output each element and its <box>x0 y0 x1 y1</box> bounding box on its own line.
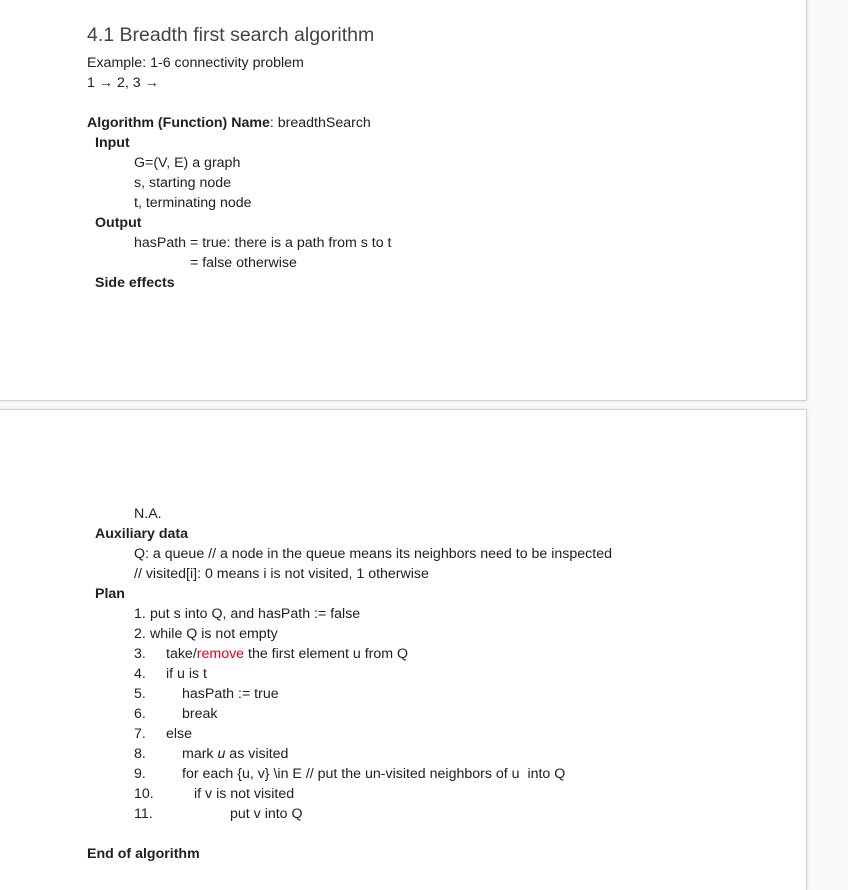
plan-step-number: 10. <box>134 786 154 802</box>
plan-step-text: while Q is not empty <box>150 626 278 642</box>
input-line: s, starting node <box>134 175 232 191</box>
plan-step-text: else <box>166 726 193 742</box>
plan-step-number: 6. <box>134 706 146 722</box>
plan-step-text-part: the first element u from Q <box>244 646 409 662</box>
output-line: = false otherwise <box>190 255 297 271</box>
plan-step-text <box>166 644 408 664</box>
plan-step-text: put v into Q <box>230 806 303 822</box>
plan-step-number: 1. <box>134 606 146 622</box>
example-line: Example: 1-6 connectivity problem <box>87 55 304 71</box>
plan-step-text: if u is t <box>166 666 207 682</box>
plan-step-number: 7. <box>134 726 146 742</box>
plan-step-text-part: take/ <box>166 646 197 662</box>
highlighted-word: remove <box>196 646 245 662</box>
plan-step-text-part: mark <box>182 746 218 762</box>
plan-label: Plan <box>95 586 125 602</box>
side-effects-label: Side effects <box>95 275 175 291</box>
end-of-algorithm: End of algorithm <box>87 846 200 862</box>
plan-step-number: 11. <box>134 806 153 822</box>
italic-variable: u <box>217 746 226 762</box>
output-line: hasPath = true: there is a path from s to t <box>134 235 392 251</box>
input-line: t, terminating node <box>134 195 252 211</box>
plan-step-text <box>182 744 288 764</box>
plan-step-number: 3. <box>134 646 146 662</box>
plan-step-text: hasPath := true <box>182 686 279 702</box>
plan-step-number: 9. <box>134 766 146 782</box>
algorithm-name-line <box>87 113 371 133</box>
plan-step-text: put s into Q, and hasPath := false <box>150 606 361 622</box>
plan-step-text: break <box>182 706 218 722</box>
plan-step-number: 4. <box>134 666 146 682</box>
plan-step-number: 8. <box>134 746 146 762</box>
plan-step-text: if v is not visited <box>194 786 295 802</box>
auxiliary-line: // visited[i]: 0 means i is not visited, 1 otherwise <box>134 566 429 582</box>
section-title: 4.1 Breadth first search algorithm <box>87 24 375 46</box>
plan-step-text: for each {u, v} \in E // put the un-visited neighbors of u into Q <box>182 766 566 782</box>
auxiliary-line: Q: a queue // a node in the queue means its neighbors need to be inspected <box>134 546 612 562</box>
input-label: Input <box>95 135 130 151</box>
algorithm-name-value: : breadthSearch <box>269 115 371 131</box>
algorithm-name-label: Algorithm (Function) Name <box>87 115 270 131</box>
plan-step-number: 2. <box>134 626 146 642</box>
output-label: Output <box>95 215 142 231</box>
side-effects-value: N.A. <box>134 506 162 522</box>
auxiliary-label: Auxiliary data <box>95 526 189 542</box>
input-line: G=(V, E) a graph <box>134 155 241 171</box>
plan-step-number: 5. <box>134 686 146 702</box>
document-page-1 <box>0 0 806 400</box>
example-sequence: 1 → 2, 3 → <box>87 75 159 91</box>
plan-step-text-part: as visited <box>225 746 289 762</box>
document-page-2 <box>0 410 806 890</box>
